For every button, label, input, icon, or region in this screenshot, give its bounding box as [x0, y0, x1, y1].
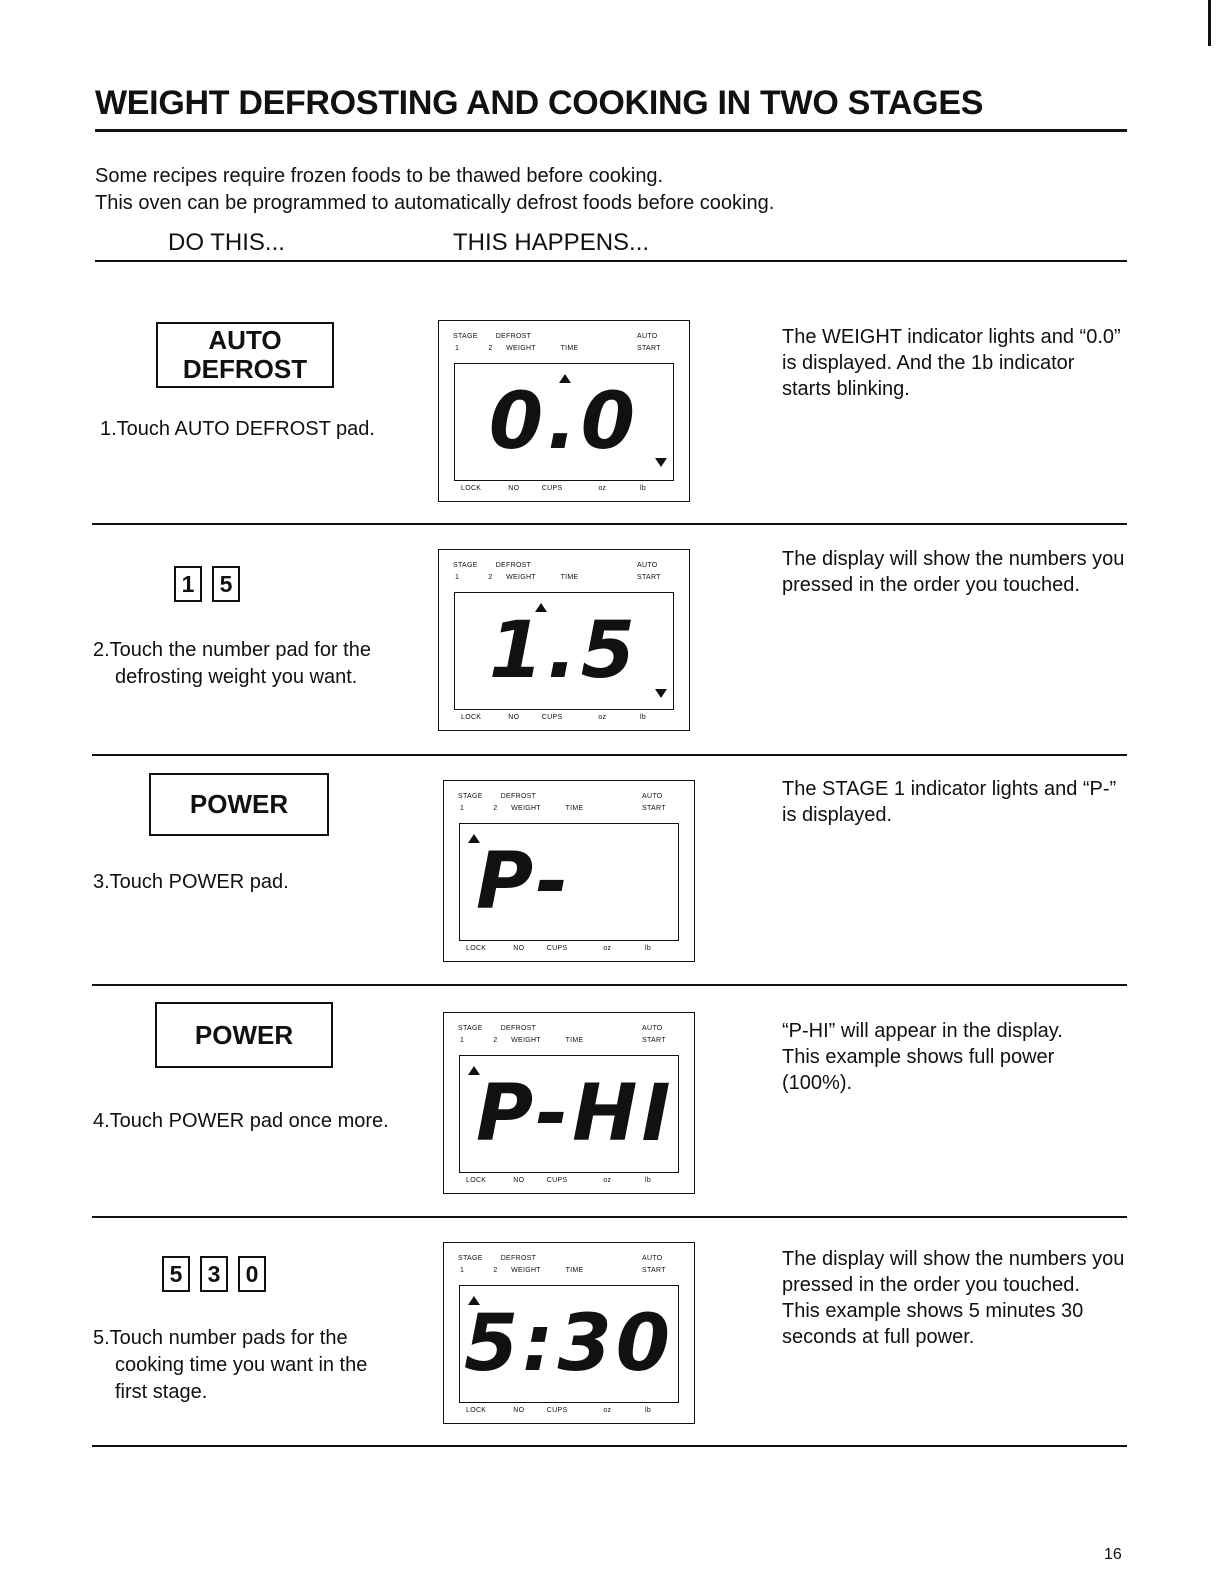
lcd-stage-2: 2: [493, 1267, 498, 1274]
lcd-oz-label: oz: [603, 945, 612, 952]
lcd-no-label: NO: [508, 485, 520, 492]
lcd-digits: 0.0: [488, 377, 640, 467]
pad-label-line-2: DEFROST: [182, 354, 308, 384]
number-key-5[interactable]: 5: [162, 1256, 190, 1292]
lcd-lb-label: lb: [645, 1177, 652, 1184]
step-4-instruction: 4.Touch POWER pad once more.: [93, 1110, 389, 1132]
lcd-lb-label: lb: [645, 1407, 652, 1414]
number-keys: [174, 566, 240, 602]
lcd-time-label: TIME: [560, 574, 579, 581]
lb-indicator-icon: [655, 689, 667, 698]
step-divider: [92, 984, 1127, 986]
power-pad[interactable]: [155, 1002, 333, 1068]
step-3-description: The STAGE 1 indicator lights and “P-” is displayed.: [782, 778, 1117, 826]
lcd-stage-label: STAGE: [458, 1255, 483, 1262]
step-divider: [92, 1445, 1127, 1447]
step-1-description: The WEIGHT indicator lights and “0.0” is displayed. And the 1b indicator starts blinking.: [782, 326, 1121, 400]
lcd-display-3: [443, 780, 695, 962]
lcd-digits: P-: [476, 837, 573, 927]
step-2-instruction-line-1: 2.Touch the number pad for the: [93, 639, 371, 661]
step-5-instruction-line-2: cooking time you want in the: [115, 1354, 368, 1376]
lcd-window: [454, 592, 674, 710]
lcd-weight-label: WEIGHT: [511, 1037, 541, 1044]
lcd-stage-2: 2: [488, 345, 493, 352]
lcd-display-2: [438, 549, 690, 731]
lcd-lock-label: LOCK: [466, 1407, 487, 1414]
lcd-weight-label: WEIGHT: [511, 1267, 541, 1274]
step-5-instruction: [93, 1325, 367, 1406]
lcd-weight-label: WEIGHT: [506, 574, 536, 581]
step-5-description-line-1: The display will show the numbers you pressed in the order you touched.: [782, 1248, 1125, 1296]
page-title: WEIGHT DEFROSTING AND COOKING IN TWO STAGES: [95, 84, 1127, 132]
lcd-lock-label: LOCK: [466, 945, 487, 952]
lcd-display-1: [438, 320, 690, 502]
step-divider: [92, 754, 1127, 756]
lcd-stage-2: 2: [493, 1037, 498, 1044]
lcd-auto-label: AUTO: [642, 793, 663, 800]
lcd-oz-label: oz: [603, 1407, 612, 1414]
step-2-instruction: [93, 637, 371, 691]
lcd-oz-label: oz: [598, 714, 607, 721]
step-divider: [92, 523, 1127, 525]
lcd-window: [459, 1055, 679, 1173]
lcd-display-5: [443, 1242, 695, 1424]
pad-label-line-1: AUTO: [208, 325, 282, 355]
lcd-no-label: NO: [513, 945, 525, 952]
lcd-digits: P-HI: [476, 1069, 675, 1159]
lcd-window: [459, 1285, 679, 1403]
lcd-stage-label: STAGE: [453, 333, 478, 340]
step-2-instruction-line-2: defrosting weight you want.: [115, 666, 358, 688]
lcd-digits: 5:30: [463, 1299, 674, 1389]
step-5-description: [782, 1246, 1127, 1350]
lcd-start-label: START: [642, 1267, 666, 1274]
lcd-weight-label: WEIGHT: [506, 345, 536, 352]
step-5-instruction-line-1: 5.Touch number pads for the: [93, 1327, 348, 1349]
lcd-defrost-label: DEFROST: [500, 793, 537, 800]
number-key-3[interactable]: 3: [200, 1256, 228, 1292]
auto-defrost-pad[interactable]: [156, 322, 334, 388]
lcd-time-label: TIME: [560, 345, 579, 352]
power-pad[interactable]: [149, 773, 329, 836]
step-3-instruction: 3.Touch POWER pad.: [93, 871, 289, 893]
lcd-auto-label: AUTO: [642, 1025, 663, 1032]
lcd-cups-label: CUPS: [546, 945, 568, 952]
lcd-lb-label: lb: [645, 945, 652, 952]
lcd-stage-label: STAGE: [453, 562, 478, 569]
step-4-description-line-1: “P-HI” will appear in the display.: [782, 1020, 1063, 1042]
step-1-instruction: 1.Touch AUTO DEFROST pad.: [100, 418, 375, 440]
lb-indicator-icon: [655, 458, 667, 467]
lcd-defrost-label: DEFROST: [500, 1255, 537, 1262]
lcd-stage-1: 1: [460, 1037, 465, 1044]
lcd-time-label: TIME: [565, 805, 584, 812]
lcd-cups-label: CUPS: [541, 714, 563, 721]
step-divider: [92, 1216, 1127, 1218]
step-2-description: The display will show the numbers you pressed in the order you touched.: [782, 548, 1125, 596]
lcd-no-label: NO: [508, 714, 520, 721]
lcd-stage-1: 1: [455, 574, 460, 581]
column-header-do-this: DO THIS...: [168, 229, 285, 256]
lcd-start-label: START: [642, 1037, 666, 1044]
intro-line-2: This oven can be programmed to automatically defrost foods before cooking.: [95, 192, 775, 214]
lcd-stage-2: 2: [493, 805, 498, 812]
step-5-description-line-2: This example shows 5 minutes 30 seconds at full power.: [782, 1300, 1084, 1348]
pad-label: POWER: [194, 1019, 294, 1050]
lcd-auto-label: AUTO: [642, 1255, 663, 1262]
number-key-5[interactable]: 5: [212, 566, 240, 602]
lcd-stage-label: STAGE: [458, 1025, 483, 1032]
lcd-oz-label: oz: [603, 1177, 612, 1184]
number-key-0[interactable]: 0: [238, 1256, 266, 1292]
step-4-description-line-2: This example shows full power (100%).: [782, 1046, 1055, 1094]
lcd-time-label: TIME: [565, 1037, 584, 1044]
lcd-defrost-label: DEFROST: [500, 1025, 537, 1032]
lcd-auto-label: AUTO: [637, 333, 658, 340]
lcd-stage-2: 2: [488, 574, 493, 581]
number-keys: [162, 1256, 266, 1292]
lcd-start-label: START: [642, 805, 666, 812]
lcd-display-4: [443, 1012, 695, 1194]
lcd-cups-label: CUPS: [546, 1407, 568, 1414]
lcd-defrost-label: DEFROST: [495, 333, 532, 340]
lcd-start-label: START: [637, 345, 661, 352]
lcd-lock-label: LOCK: [466, 1177, 487, 1184]
number-key-1[interactable]: 1: [174, 566, 202, 602]
header-divider: [95, 260, 1127, 262]
lcd-cups-label: CUPS: [546, 1177, 568, 1184]
lcd-window: [459, 823, 679, 941]
intro-text: [95, 163, 774, 217]
lcd-stage-label: STAGE: [458, 793, 483, 800]
lcd-lock-label: LOCK: [461, 714, 482, 721]
lcd-no-label: NO: [513, 1177, 525, 1184]
page-edge-mark: [1208, 0, 1211, 46]
lcd-lb-label: lb: [640, 714, 647, 721]
lcd-window: [454, 363, 674, 481]
pad-label: POWER: [189, 789, 289, 819]
lcd-no-label: NO: [513, 1407, 525, 1414]
lcd-lock-label: LOCK: [461, 485, 482, 492]
lcd-defrost-label: DEFROST: [495, 562, 532, 569]
lcd-weight-label: WEIGHT: [511, 805, 541, 812]
step-5-instruction-line-3: first stage.: [115, 1381, 208, 1403]
lcd-lb-label: lb: [640, 485, 647, 492]
lcd-stage-1: 1: [460, 1267, 465, 1274]
page-number: 16: [1104, 1546, 1122, 1563]
lcd-stage-1: 1: [455, 345, 460, 352]
lcd-start-label: START: [637, 574, 661, 581]
lcd-auto-label: AUTO: [637, 562, 658, 569]
lcd-time-label: TIME: [565, 1267, 584, 1274]
lcd-oz-label: oz: [598, 485, 607, 492]
lcd-stage-1: 1: [460, 805, 465, 812]
step-4-description: [782, 1018, 1127, 1096]
intro-line-1: Some recipes require frozen foods to be thawed before cooking.: [95, 165, 664, 187]
column-header-this-happens: THIS HAPPENS...: [453, 229, 650, 256]
lcd-digits: 1.5: [488, 606, 640, 696]
lcd-cups-label: CUPS: [541, 485, 563, 492]
